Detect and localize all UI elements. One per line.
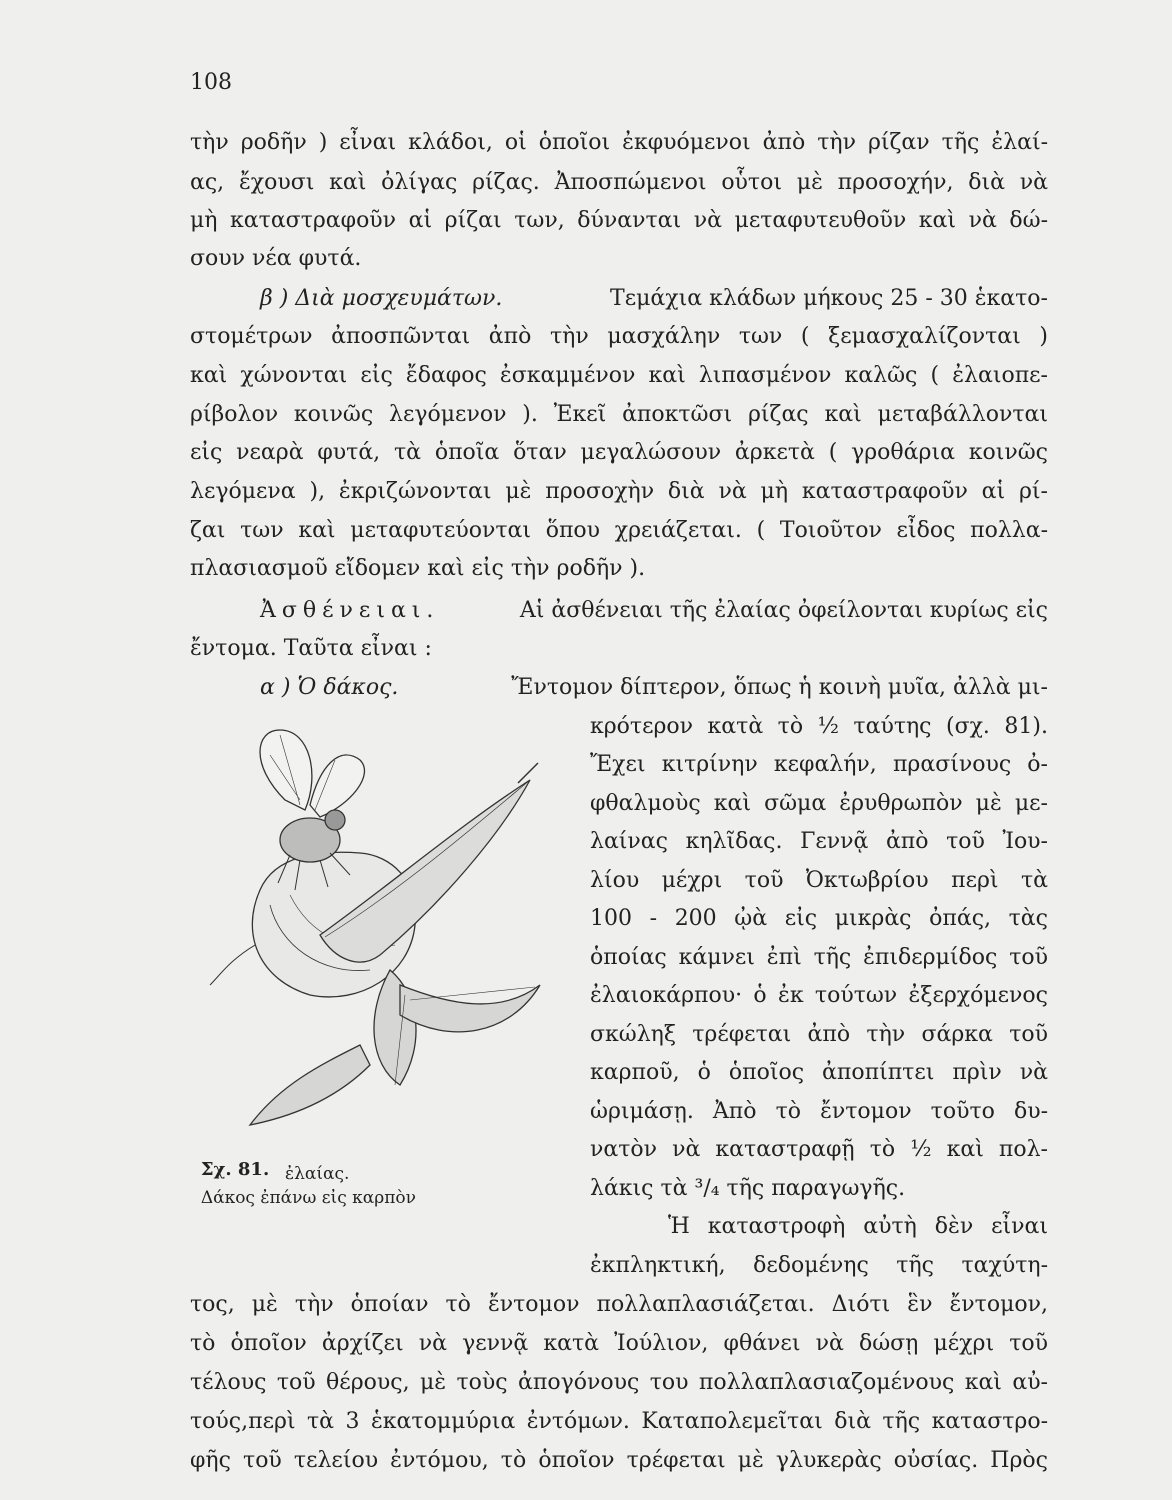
section-heading-dakos: α ) Ὁ δάκος. [260, 675, 399, 700]
text-span: Τεμάχια κλάδων μήκους 25 - 30 ἑκατο- [610, 286, 1048, 311]
text-line: πλασιασμοῦ εἴδομεν καὶ εἰς τὴν ροδῆν ). [190, 556, 646, 581]
text-line: εἰς νεαρὰ φυτά, τὰ ὁποῖα ὅταν μεγαλώσουν ἀρκετὰ ( γροθάρια κοινῶς [190, 440, 1048, 465]
text-line: τος, μὲ τὴν ὁποίαν τὸ ἔντομον πολλαπλασιάζεται. Διότι ἓν ἔντομον, [190, 1292, 1048, 1317]
text-line: μὴ καταστραφοῦν αἱ ρίζαι των, δύνανται νὰ μεταφυτευθοῦν καὶ νὰ δώ- [190, 208, 1048, 233]
paragraph-line-moschevmata [260, 284, 1048, 314]
olive-leaf [400, 985, 540, 1032]
text-line: τέλους τοῦ θέρους, μὲ τοὺς ἀπογόνους του πολλαπλασιαζομένους καὶ αὐ- [190, 1370, 1048, 1395]
text-line: ἐλαιοκάρπου· ὁ ἐκ τούτων ἐξερχόμενος [590, 983, 1048, 1008]
figure-caption-line1: Δάκος ἐπάνω εἰς καρπὸν [200, 1188, 416, 1208]
text-line: σουν νέα φυτά. [190, 246, 362, 271]
text-line: λεγόμενα ), ἐκριζώνονται μὲ προσοχὴν διὰ νὰ μὴ καταστραφοῦν αἱ ρί- [190, 479, 1048, 504]
figure-label: Σχ. 81. [200, 1159, 270, 1180]
text-line: φῆς τοῦ τελείου ἐντόμου, τὸ ὁποῖον τρέφεται μὲ γλυκερὰς οὐσίας. Πρὸς [190, 1448, 1048, 1473]
text-line: ἔντομα. Ταῦτα εἶναι : [190, 636, 432, 661]
section-heading-moschevmata: β ) Διὰ μοσχευμάτων. [260, 286, 503, 311]
paragraph-line-dakos [260, 673, 1048, 703]
olive-fly-illustration [200, 705, 560, 1135]
text-line: φθαλμοὺς καὶ σῶμα ἐρυθρωπὸν μὲ με- [590, 791, 1048, 816]
text-span: Αἱ ἀσθένειαι τῆς ἐλαίας ὀφείλονται κυρίως εἰς [519, 598, 1048, 623]
text-line: ρίβολον κοινῶς λεγόμενον ). Ἐκεῖ ἀποκτῶσι ρίζας καὶ μεταβάλλονται [190, 402, 1048, 427]
text-line: Ἔχει κιτρίνην κεφαλήν, πρασίνους ὀ- [590, 752, 1048, 777]
section-heading-astheneiai: Ἀσθένειαι. [260, 598, 440, 623]
text-line: νατὸν νὰ καταστραφῇ τὸ ½ καὶ πολ- [590, 1137, 1048, 1162]
text-line: στομέτρων ἀποσπῶνται ἀπὸ τὴν μασχάλην των ( ξεμασχαλίζονται ) [190, 324, 1048, 349]
paragraph-line-astheneiai [260, 596, 1048, 626]
text-line: κρότερον κατὰ τὸ ½ ταύτης (σχ. 81). [590, 714, 1048, 739]
text-line: καρποῦ, ὁ ὁποῖος ἀποπίπτει πρὶν νὰ [590, 1060, 1048, 1085]
fly-wing [260, 730, 312, 810]
page-number: 108 [190, 70, 232, 95]
figure-olive-fly [200, 705, 560, 1135]
fly-head [325, 810, 345, 830]
text-line: ζαι των καὶ μεταφυτεύονται ὅπου χρειάζεται. ( Τοιοῦτον εἶδος πολλα- [190, 518, 1048, 543]
text-line: λίου μέχρι τοῦ Ὀκτωβρίου περὶ τὰ [590, 868, 1048, 893]
text-line: ας, ἔχουσι καὶ ὀλίγας ρίζας. Ἀποσπώμενοι οὗτοι μὲ προσοχήν, διὰ νὰ [190, 170, 1048, 195]
text-line: 100 - 200 ᾠὰ εἰς μικρὰς ὀπάς, τὰς [590, 906, 1048, 931]
text-span: Ἔντομον δίπτερον, ὅπως ἡ κοινὴ μυῖα, ἀλλὰ μι- [511, 675, 1048, 700]
text-line: Ἡ καταστροφὴ αὐτὴ δὲν εἶναι [668, 1214, 1048, 1239]
text-line: ὡριμάσῃ. Ἀπὸ τὸ ἔντομον τοῦτο δυ- [590, 1099, 1048, 1124]
fly-wing [310, 755, 364, 817]
text-line: λάκις τὰ ³/₄ τῆς παραγωγῆς. [590, 1176, 906, 1201]
olive-leaf [250, 1045, 370, 1125]
text-line: τὸ ὁποῖον ἀρχίζει νὰ γεννᾷ κατὰ Ἰούλιον, φθάνει νὰ δώσῃ μέχρι τοῦ [190, 1331, 1048, 1356]
text-line: λαίνας κηλῖδας. Γεννᾷ ἀπὸ τοῦ Ἰου- [590, 829, 1048, 854]
text-line: τούς,περὶ τὰ 3 ἑκατομμύρια ἐντόμων. Καταπολεμεῖται διὰ τῆς καταστρο- [190, 1409, 1048, 1434]
text-line: τὴν ροδῆν ) εἶναι κλάδοι, οἱ ὁποῖοι ἐκφυόμενοι ἀπὸ τὴν ρίζαν τῆς ἐλαί- [190, 130, 1048, 155]
text-line: ὁποίας κάμνει ἐπὶ τῆς ἐπιδερμίδος τοῦ [590, 945, 1048, 970]
olive-leaf [374, 970, 416, 1085]
text-line: καὶ χώνονται εἰς ἔδαφος ἐσκαμμένον καὶ λιπασμένον καλῶς ( ἐλαιοπε- [190, 363, 1048, 388]
text-line: ἐκπληκτική, δεδομένης τῆς ταχύτη- [590, 1253, 1048, 1278]
text-line: σκώληξ τρέφεται ἀπὸ τὴν σάρκα τοῦ [590, 1022, 1048, 1047]
figure-caption-line2: ἐλαίας. [285, 1164, 350, 1184]
